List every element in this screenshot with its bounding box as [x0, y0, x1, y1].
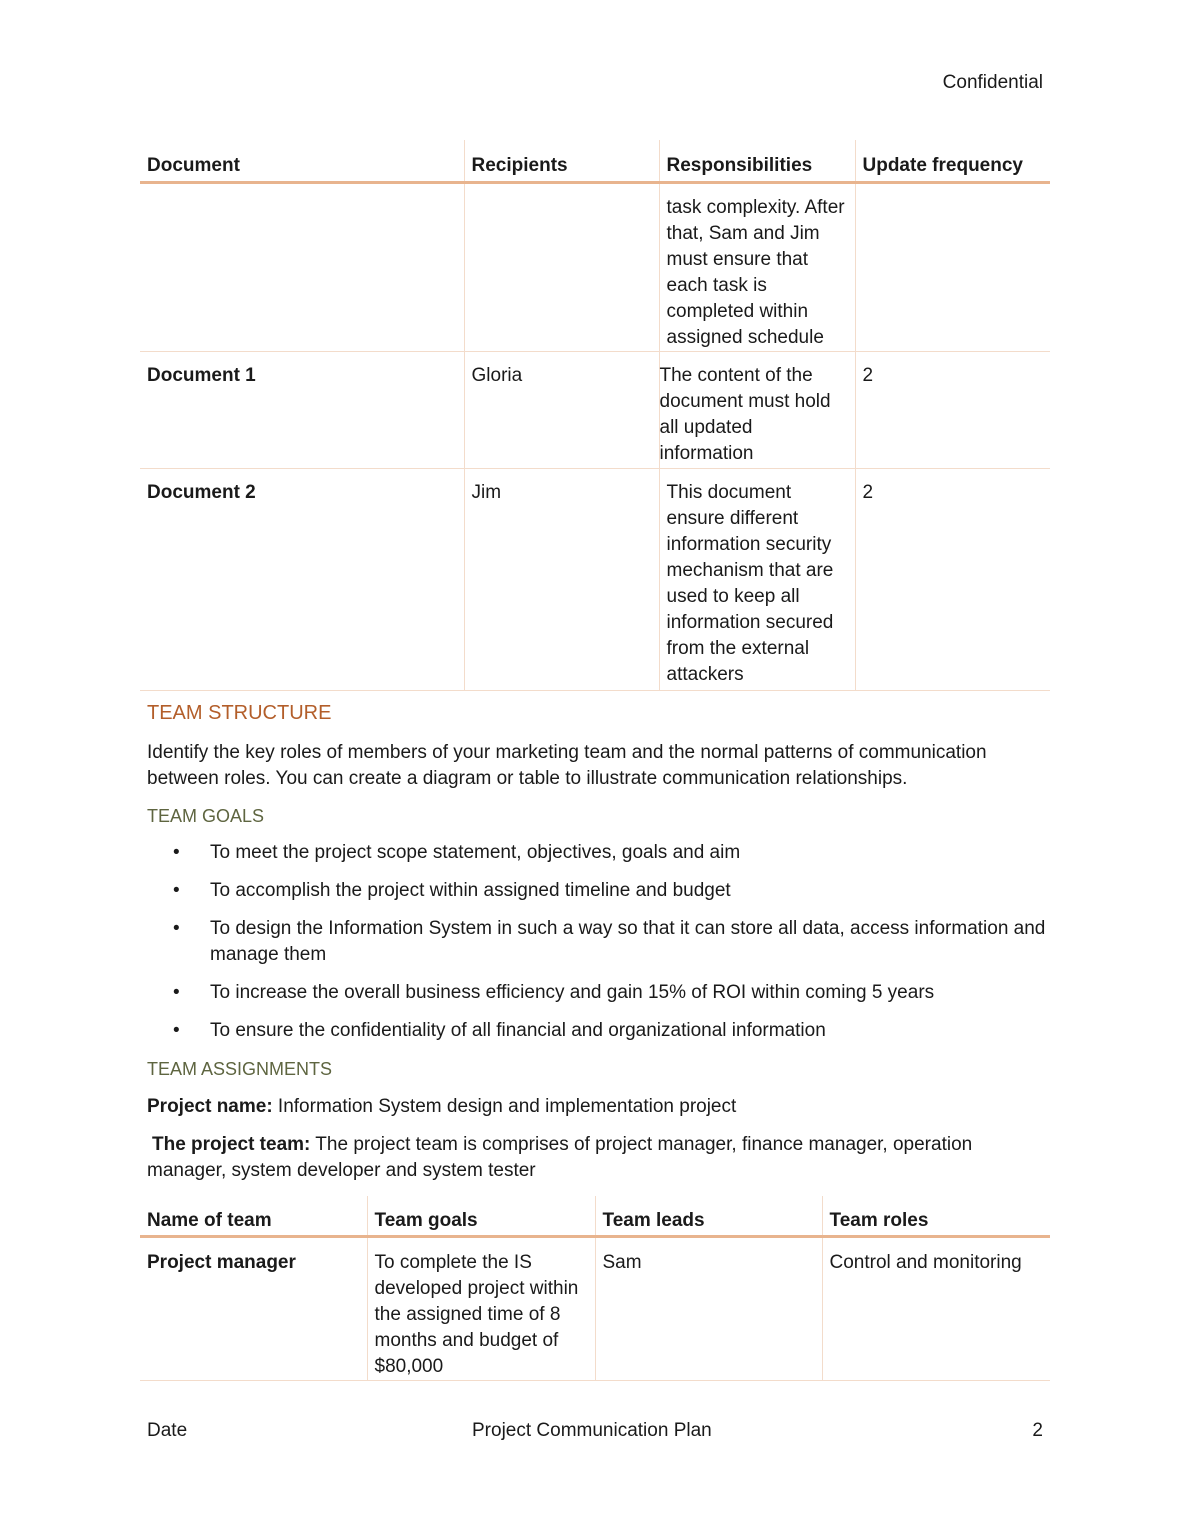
col-header-team-goals: Team goals	[367, 1196, 595, 1237]
table-row	[140, 1237, 1050, 1381]
list-item	[147, 916, 1047, 968]
cell-document: Document 2	[140, 469, 464, 691]
team-structure-heading: TEAM STRUCTURE	[147, 702, 332, 724]
col-header-responsibilities: Responsibilities	[659, 140, 855, 183]
cell-recipients	[464, 183, 659, 352]
cell-responsibilities: task complexity. After that, Sam and Jim must ensure that each task is completed within assigned schedule	[659, 183, 855, 352]
col-header-document: Document	[140, 140, 464, 183]
cell-recipients: Jim	[464, 469, 659, 691]
project-team-value: The project team is comprises of project manager, finance manager, operation manager, system developer and system tester	[147, 1134, 973, 1181]
project-team-label: The project team:	[152, 1134, 311, 1155]
cell-frequency: 2	[855, 469, 1050, 691]
table-row	[140, 469, 1050, 691]
cell-team-name: Project manager	[140, 1237, 367, 1381]
team-structure-body: Identify the key roles of members of your marketing team and the normal patterns of communication between roles. You can create a diagram or table to illustrate communication relationships.	[147, 742, 987, 789]
cell-team-leads: Sam	[595, 1237, 822, 1381]
col-header-update-frequency: Update frequency	[855, 140, 1050, 183]
col-header-team-roles: Team roles	[822, 1196, 1050, 1237]
footer-title: Project Communication Plan	[472, 1420, 712, 1441]
team-table	[140, 1196, 1050, 1381]
header-confidential: Confidential	[942, 72, 1043, 93]
document-table	[140, 140, 1050, 691]
cell-document	[140, 183, 464, 352]
col-header-name-of-team: Name of team	[140, 1196, 367, 1237]
bullet-icon: •	[173, 1020, 180, 1041]
bullet-icon: •	[173, 918, 180, 939]
cell-responsibilities: The content of the document must hold all updated information	[659, 352, 855, 469]
project-name-label: Project name:	[147, 1096, 273, 1117]
cell-team-goals: To complete the IS developed project within the assigned time of 8 months and budget of $80,000	[367, 1237, 595, 1381]
bullet-icon: •	[173, 880, 180, 901]
footer-page-number: 2	[1032, 1420, 1043, 1441]
list-item	[147, 1018, 1047, 1044]
table-row	[140, 352, 1050, 469]
list-item	[147, 878, 1047, 904]
team-goals-list	[147, 840, 1047, 1056]
goal-text: To meet the project scope statement, objectives, goals and aim	[210, 842, 741, 863]
col-header-team-leads: Team leads	[595, 1196, 822, 1237]
team-goals-heading: TEAM GOALS	[147, 806, 265, 826]
goal-text: To increase the overall business efficiency and gain 15% of ROI within coming 5 years	[210, 982, 935, 1003]
cell-document: Document 1	[140, 352, 464, 469]
team-assignments-heading: TEAM ASSIGNMENTS	[147, 1059, 333, 1079]
list-item	[147, 980, 1047, 1006]
list-item	[147, 840, 1047, 866]
project-team-line	[147, 1132, 1047, 1184]
project-name-value: Information System design and implementation project	[272, 1096, 737, 1117]
table-header-row	[140, 140, 1050, 183]
table-header-row	[140, 1196, 1050, 1237]
col-header-recipients: Recipients	[464, 140, 659, 183]
cell-recipients: Gloria	[464, 352, 659, 469]
goal-text: To ensure the confidentiality of all financial and organizational information	[210, 1020, 826, 1041]
bullet-icon: •	[173, 982, 180, 1003]
cell-team-roles: Control and monitoring	[822, 1237, 1050, 1381]
goal-text: To accomplish the project within assigned timeline and budget	[210, 880, 731, 901]
goal-text: To design the Information System in such a way so that it can store all data, access information and manage them	[210, 918, 1046, 965]
project-name-line	[147, 1094, 1047, 1120]
table-row	[140, 183, 1050, 352]
cell-responsibilities: This document ensure different information security mechanism that are used to keep all information secured from the external attackers	[659, 469, 855, 691]
footer-date: Date	[147, 1420, 188, 1441]
cell-frequency: 2	[855, 352, 1050, 469]
bullet-icon: •	[173, 842, 180, 863]
cell-frequency	[855, 183, 1050, 352]
